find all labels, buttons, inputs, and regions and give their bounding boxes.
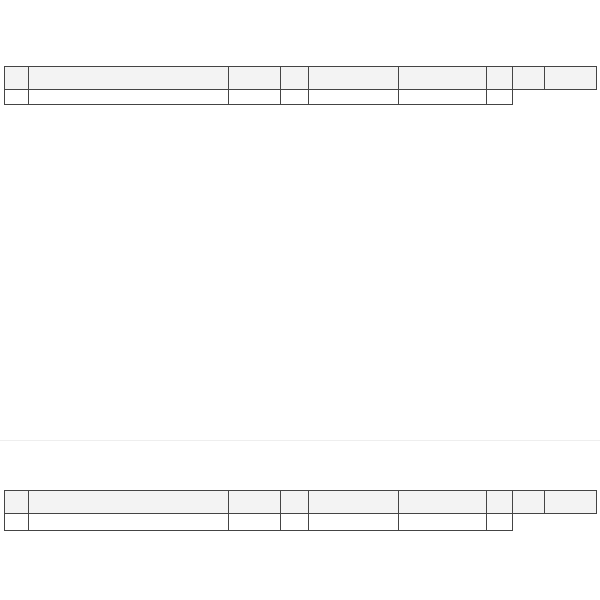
cell-art-score-item (399, 514, 487, 531)
cell-category (229, 90, 281, 105)
cell-category (229, 514, 281, 531)
cell-school (29, 90, 229, 105)
cell-major-code (281, 90, 309, 105)
cell-major-name (309, 514, 399, 531)
header-major-code (281, 67, 309, 90)
header-remark (545, 67, 597, 90)
header-art-score-item (399, 491, 487, 514)
header-major-name (309, 67, 399, 90)
header-major-code (281, 491, 309, 514)
header-school (29, 491, 229, 514)
cell-art-score-item (399, 90, 487, 105)
header-plan-remaining (487, 67, 513, 90)
cell-code (5, 90, 29, 105)
header-remark (545, 491, 597, 514)
school-list-table-page2 (4, 490, 597, 531)
header-plan-remaining (487, 491, 513, 514)
cell-code (5, 514, 29, 531)
cell-major-code (281, 514, 309, 531)
table-row (5, 514, 597, 531)
header-code (5, 67, 29, 90)
school-list-table-page1 (4, 66, 597, 105)
cell-plan-remaining (487, 90, 513, 105)
table-header-row (5, 491, 597, 514)
header-major-name (309, 491, 399, 514)
header-category (229, 67, 281, 90)
header-cutoff (513, 67, 545, 90)
header-cutoff (513, 491, 545, 514)
header-school (29, 67, 229, 90)
header-art-score-item (399, 67, 487, 90)
table-row (5, 90, 597, 105)
header-code (5, 491, 29, 514)
cell-plan-remaining (487, 514, 513, 531)
header-category (229, 491, 281, 514)
page-divider (0, 440, 600, 441)
cell-school (29, 514, 229, 531)
cell-major-name (309, 90, 399, 105)
table-header-row (5, 67, 597, 90)
